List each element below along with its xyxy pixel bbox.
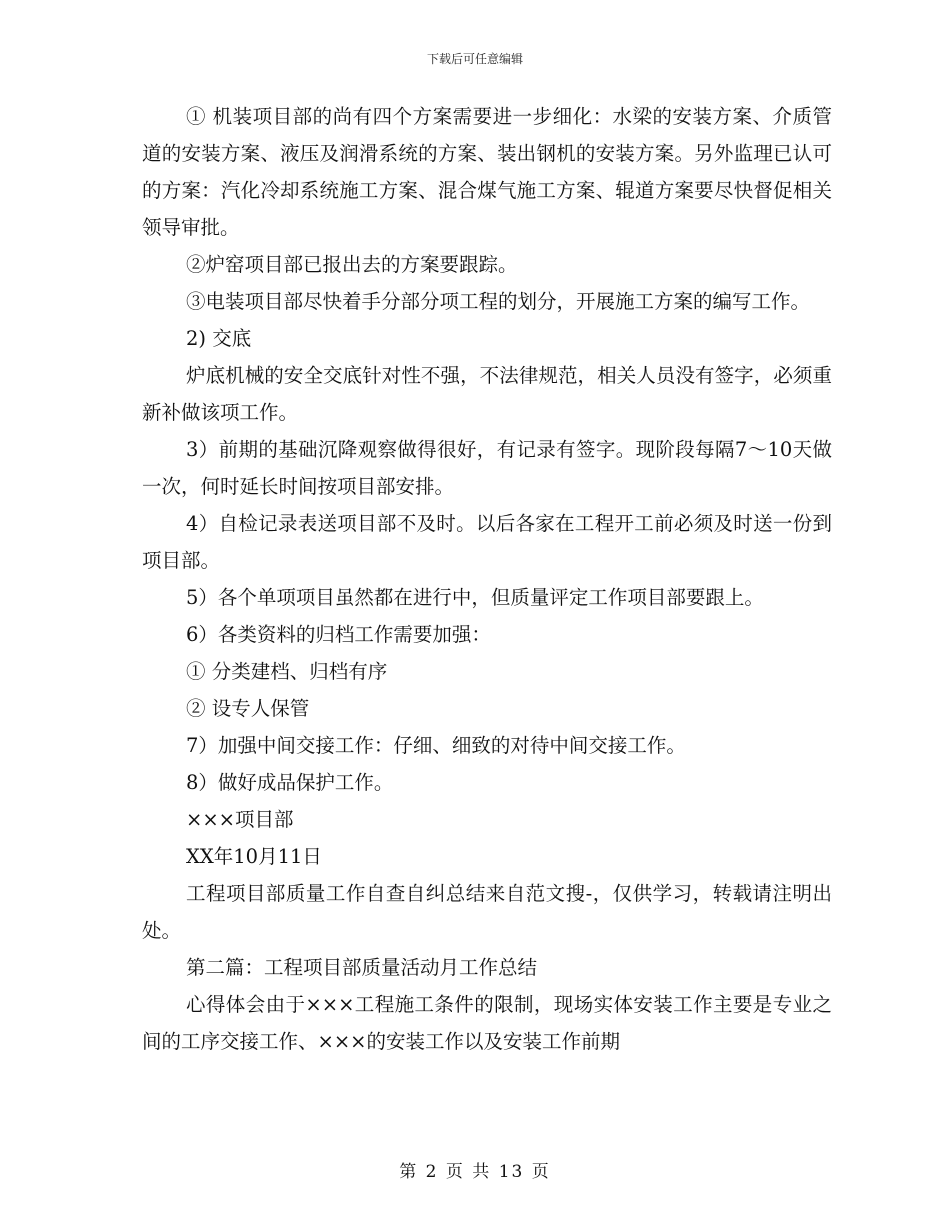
paragraph-6: 3）前期的基础沉降观察做得很好，有记录有签字。现阶段每隔7～10天做一次，何时延长时间按项目部安排。	[142, 438, 832, 498]
paragraph-16: 工程项目部质量工作自查自纠总结来自范文搜-，仅供学习，转载请注明出处。	[142, 882, 832, 942]
paragraph-18: 心得体会由于×××工程施工条件的限制，现场实体安装工作主要是专业之间的工序交接工作、×××的安装工作以及安装工作前期	[142, 993, 832, 1053]
paragraph-11: ② 设专人保管	[186, 697, 310, 720]
signature-date: XX年10月11日	[186, 845, 322, 868]
document-body	[142, 98, 832, 1060]
paragraph-7: 4）自检记录表送项目部不及时。以后各家在工程开工前必须及时送一份到项目部。	[142, 512, 832, 572]
paragraph-9: 6）各类资料的归档工作需要加强：	[186, 623, 491, 646]
paragraph-5: 炉底机械的安全交底针对性不强，不法律规范，相关人员没有签字，必须重新补做该项工作。	[142, 364, 832, 424]
paragraph-1: ① 机装项目部的尚有四个方案需要进一步细化：水梁的安装方案、介质管道的安装方案、液压及润滑系统的方案、装出钢机的安装方案。另外监理已认可的方案：汽化冷却系统施工方案、混合煤气施工方案、辊道方案要尽快督促相关领导审批。	[142, 105, 832, 239]
paragraph-13: 8）做好成品保护工作。	[186, 771, 394, 794]
paragraph-4: 2) 交底	[186, 327, 252, 350]
section-heading: 第二篇：工程项目部质量活动月工作总结	[186, 956, 538, 979]
signature-department: ×××项目部	[186, 808, 294, 831]
page-header: 下载后可任意编辑	[426, 52, 523, 66]
paragraph-8: 5）各个单项项目虽然都在进行中，但质量评定工作项目部要跟上。	[186, 586, 764, 609]
paragraph-3: ③电装项目部尽快着手分部分项工程的划分，开展施工方案的编写工作。	[186, 290, 811, 313]
page-footer: 第 2 页 共 13 页	[399, 1162, 551, 1182]
paragraph-10: ① 分类建档、归档有序	[186, 660, 388, 683]
paragraph-2: ②炉窑项目部已报出去的方案要跟踪。	[186, 253, 518, 276]
paragraph-12: 7）加强中间交接工作：仔细、细致的对待中间交接工作。	[186, 734, 686, 757]
